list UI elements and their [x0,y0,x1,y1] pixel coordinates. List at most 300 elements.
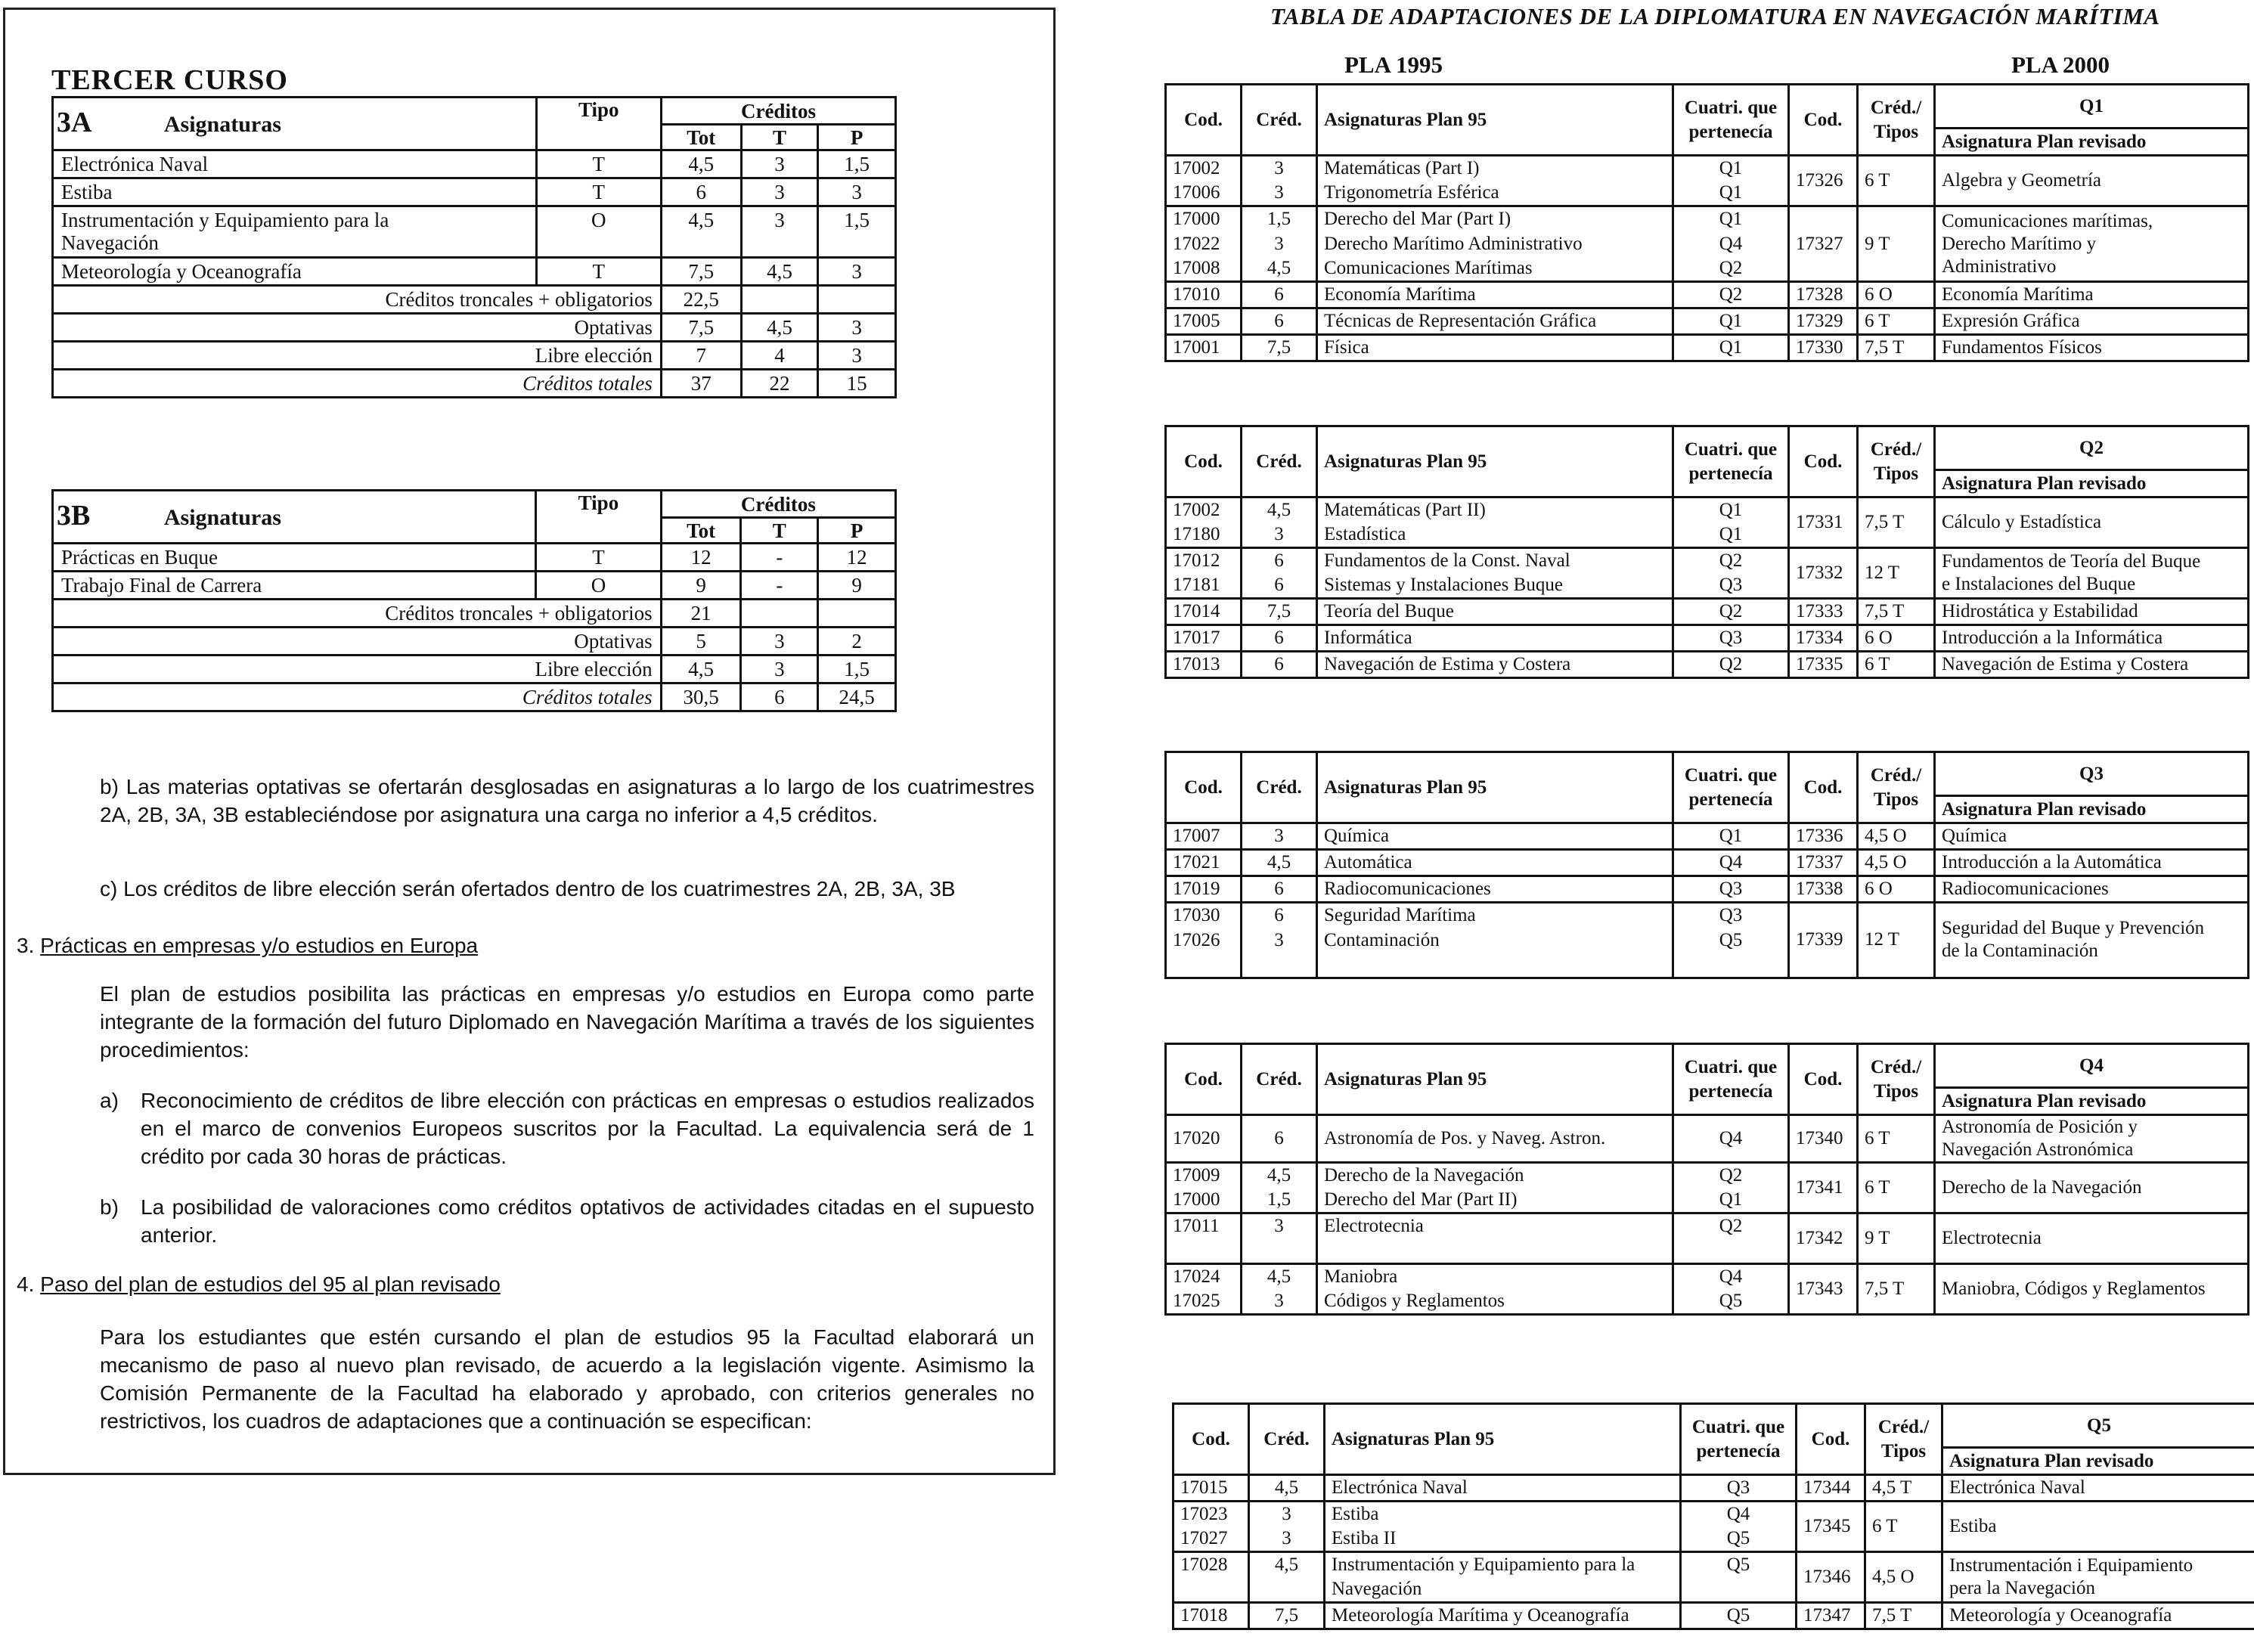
subject-95: Comunicaciones Marítimas [1317,256,1673,282]
adaptation-table-q5 [1172,1402,2254,1630]
table-row [1166,599,2249,625]
credits-95 [1242,1238,1317,1263]
credits-tot: 5 [661,628,741,656]
subject-95: Estadística [1317,522,1673,548]
quadrimester-label: Q1 [1935,85,2249,129]
code-2000: 17331 [1789,497,1858,548]
code-95: 17000 [1166,206,1242,232]
credits-type-2000: 6 T [1858,1163,1935,1213]
section-3-item-b: La posibilidad de valoraciones como créditos optativos de actividades citadas en el supuesto anterior. [141,1195,1034,1247]
credits-type-2000: 4,5 T [1865,1475,1942,1502]
subject-95: Navegación de Estima y Costera [1317,652,1673,678]
table-3b-creditos-header: Créditos [661,491,895,518]
summary-label: Optativas [53,628,662,656]
col-header-subject-95: Asignaturas Plan 95 [1325,1404,1681,1475]
table-3a-label: 3A [57,107,91,138]
quadrimester-95: Q2 [1673,548,1789,574]
credits-95: 4,5 [1242,1163,1317,1189]
code-95: 17006 [1166,181,1242,206]
section-4-number: 4. [17,1272,35,1296]
adaptation-table-q3 [1164,751,2249,979]
credits-p: 2 [818,628,896,656]
code-2000: 17336 [1789,823,1858,850]
col-header-subject-revised: Asignatura Plan revisado [1935,129,2249,156]
credits-p: 1,5 [818,656,896,683]
subject-revised [1935,206,2249,282]
col-header-cod: Cod. [1166,1044,1242,1115]
col-header-credtip-line1: Créd./ [1870,97,1922,118]
col-header-cuatri-line2: pertenecía [1688,1080,1773,1102]
subject-revised [1935,876,2249,903]
code-2000: 17339 [1789,903,1858,978]
subject-95: Derecho del Mar (Part II) [1317,1188,1673,1213]
credits-95: 3 [1249,1502,1325,1527]
code-2000: 17345 [1797,1502,1865,1552]
subject-revised [1942,1475,2254,1502]
subject-95: Técnicas de Representación Gráfica [1317,308,1673,335]
credits-type-2000: 6 T [1858,308,1935,335]
credits-95: 3 [1242,823,1317,850]
credits-95: 3 [1242,1213,1317,1239]
col-header-cred: Créd. [1242,752,1317,823]
col-header-credtip-line1: Créd./ [1877,1416,1930,1437]
subject-revised-line: Fundamentos de Teoría del Buque [1942,551,2201,572]
code-2000: 17340 [1789,1115,1858,1163]
subject-95: Trigonometría Esférica [1317,181,1673,206]
quadrimester-95: Q2 [1673,599,1789,625]
quadrimester-95: Q5 [1681,1526,1797,1552]
credits-95: 6 [1242,625,1317,652]
code-2000: 17337 [1789,850,1858,876]
summary-row [53,683,896,711]
quadrimester-95: Q2 [1673,1213,1789,1239]
code-95: 17009 [1166,1163,1242,1189]
subject-revised-line: Electrónica Naval [1949,1477,2085,1498]
credits-type-2000: 6 T [1858,156,1935,206]
credits-95 [1249,1577,1325,1603]
col-header-cuatri-line1: Cuatri. que [1684,764,1778,786]
subject-revised [1935,156,2249,206]
subject-revised [1935,625,2249,652]
credits-type-2000: 7,5 T [1858,599,1935,625]
summary-row [53,342,896,370]
summary-row [53,600,896,628]
table-row [53,544,896,572]
col-header-credtip-line1: Créd./ [1870,439,1922,460]
credits-p: 1,5 [818,150,896,178]
section-4-title: Paso del plan de estudios del 95 al plan revisado [40,1272,501,1296]
subject-revised-line: Navegación de Estima y Costera [1942,654,2189,674]
credits-type-2000: 7,5 T [1858,497,1935,548]
col-header-cuatri-line1: Cuatri. que [1691,1416,1785,1437]
table-3a-t-header: T [741,125,818,150]
subject-revised [1935,1163,2249,1213]
code-95: 17021 [1166,850,1242,876]
code-2000: 17326 [1789,156,1858,206]
credits-95: 6 [1242,308,1317,335]
code-95: 17027 [1174,1526,1249,1552]
credits-t: 4 [741,342,818,370]
quadrimester-95: Q4 [1673,1263,1789,1289]
quadrimester-95: Q3 [1673,903,1789,928]
code-2000: 17329 [1789,308,1858,335]
subject-95: Automática [1317,850,1673,876]
quadrimester-95: Q3 [1673,876,1789,903]
plan-2000-label: PLA 2000 [2011,51,2110,78]
col-header-cod: Cod. [1166,85,1242,156]
col-header-cod-2000: Cod. [1789,426,1858,497]
subject-revised [1935,599,2249,625]
credits-95: 6 [1242,652,1317,678]
quadrimester-95: Q4 [1673,850,1789,876]
credits-t: - [741,572,818,600]
subject-tipo: T [536,544,662,572]
col-header-subject-95: Asignaturas Plan 95 [1317,1044,1673,1115]
credits-t [741,286,818,314]
credits-tot: 12 [661,544,741,572]
subject-95: Navegación [1325,1577,1681,1603]
summary-label: Créditos troncales + obligatorios [53,286,662,314]
quadrimester-label: Q4 [1935,1044,2249,1088]
subject-95 [1317,1238,1673,1263]
adaptation-table-q4 [1164,1043,2249,1316]
credits-95: 6 [1242,876,1317,903]
subject-95: Fundamentos de la Const. Naval [1317,548,1673,574]
code-95: 17028 [1174,1552,1249,1578]
credits-95: 3 [1242,522,1317,548]
quadrimester-95 [1681,1577,1797,1603]
credits-95: 3 [1249,1526,1325,1552]
code-95: 17015 [1174,1475,1249,1502]
code-2000: 17333 [1789,599,1858,625]
credits-type-2000: 12 T [1858,548,1935,599]
col-header-subject-revised: Asignatura Plan revisado [1942,1448,2254,1475]
credits-t [741,600,818,628]
subject-revised-line: Administrativo [1942,256,2057,277]
quadrimester-95: Q4 [1681,1502,1797,1527]
col-header-cred-tipos [1858,426,1935,497]
col-header-cred: Créd. [1242,1044,1317,1115]
quadrimester-95: Q1 [1673,335,1789,361]
credits-type-2000: 6 T [1858,652,1935,678]
table-3b-subjects-header: Asignaturas [163,505,281,530]
table-3b [51,489,897,712]
quadrimester-95: Q3 [1673,625,1789,652]
section-3-intro: El plan de estudios posibilita las prácticas en empresas y/o estudios en Europa como parte integrante de la formación del futuro Diplomado en Navegación Marítima a través de los siguientes procedimientos: [100,982,1034,1062]
col-header-cuatri-line1: Cuatri. que [1684,439,1778,460]
quadrimester-95: Q5 [1673,928,1789,953]
code-95: 17012 [1166,548,1242,574]
subject-revised-line: Astronomía de Posición y [1942,1117,2138,1137]
code-95: 17005 [1166,308,1242,335]
credits-p: 3 [818,258,896,286]
subject-revised-line: Economía Marítima [1942,284,2094,305]
quadrimester-95: Q1 [1673,206,1789,232]
subject-name-line2: Navegación [61,231,159,254]
summary-row [53,286,896,314]
subject-tipo: T [536,258,661,286]
subject-revised-line: Expresión Gráfica [1942,311,2080,331]
credits-95: 6 [1242,1115,1317,1163]
table-3b-header [53,491,536,544]
subject-revised [1935,1115,2249,1163]
summary-row [53,656,896,683]
code-95: 17024 [1166,1263,1242,1289]
table-row [1166,206,2249,232]
subject-revised-line: pera la Navegación [1949,1578,2095,1598]
table-row [1166,1163,2249,1189]
subject-95: Electrónica Naval [1325,1475,1681,1502]
subject-revised [1935,652,2249,678]
adaptation-table-q1 [1164,83,2249,362]
subject-95: Derecho del Mar (Part I) [1317,206,1673,232]
code-95: 17019 [1166,876,1242,903]
code-2000: 17328 [1789,282,1858,308]
credits-95: 3 [1242,1289,1317,1315]
subject-name: Meteorología y Oceanografía [53,258,537,286]
table-row [53,206,896,258]
subject-revised-line: Hidrostática y Estabilidad [1942,601,2138,621]
credits-type-2000: 4,5 O [1858,823,1935,850]
subject-95 [1317,953,1673,978]
col-header-cuatri-line2: pertenecía [1688,463,1773,484]
col-header-subject-95: Asignaturas Plan 95 [1317,85,1673,156]
credits-type-2000: 4,5 O [1865,1552,1942,1603]
credits-tot: 37 [661,370,741,398]
col-header-cred-tipos [1858,752,1935,823]
credits-t: 3 [741,628,818,656]
credits-type-2000: 7,5 T [1858,335,1935,361]
credits-tot: 7,5 [661,258,741,286]
subject-revised-line: Navegación Astronómica [1942,1139,2134,1160]
subject-revised [1935,335,2249,361]
subject-95: Economía Marítima [1317,282,1673,308]
subject-revised-line: Electrotecnia [1942,1227,2042,1248]
col-header-subject-revised: Asignatura Plan revisado [1935,1088,2249,1115]
subject-name: Electrónica Naval [53,150,537,178]
code-95: 17000 [1166,1188,1242,1213]
credits-tot: 7,5 [661,314,741,342]
table-row [1166,876,2249,903]
quadrimester-95 [1673,953,1789,978]
col-header-cod: Cod. [1166,752,1242,823]
credits-t: 3 [741,150,818,178]
section-3-title: Prácticas en empresas y/o estudios en Europa [40,934,479,957]
table-3b-p-header: P [818,518,896,544]
credits-tot: 9 [661,572,741,600]
col-header-cod: Cod. [1166,426,1242,497]
code-2000: 17332 [1789,548,1858,599]
subject-95: Teoría del Buque [1317,599,1673,625]
subject-95: Electrotecnia [1317,1213,1673,1239]
col-header-cod-2000: Cod. [1789,1044,1858,1115]
credits-type-2000: 6 T [1858,1115,1935,1163]
table-3a [51,96,897,398]
col-header-cuatri [1681,1404,1797,1475]
table-row [1174,1502,2254,1527]
subject-95: Astronomía de Pos. y Naveg. Astron. [1317,1115,1673,1163]
col-header-credtip-line2: Tipos [1873,121,1919,142]
credits-p: 9 [818,572,896,600]
col-header-subject-95: Asignaturas Plan 95 [1317,426,1673,497]
subject-95: Contaminación [1317,928,1673,953]
col-header-cuatri-line2: pertenecía [1696,1440,1781,1461]
quadrimester-95: Q4 [1673,231,1789,256]
subject-name [53,206,537,258]
code-2000: 17342 [1789,1213,1858,1264]
col-header-cuatri-line2: pertenecía [1688,121,1773,142]
credits-tot: 21 [661,600,741,628]
quadrimester-95: Q1 [1673,522,1789,548]
subject-revised-line: Comunicaciones marítimas, [1942,210,2153,231]
credits-type-2000: 6 O [1858,282,1935,308]
credits-95: 4,5 [1249,1552,1325,1578]
credits-type-2000: 6 O [1858,625,1935,652]
subject-revised-line: Radiocomunicaciones [1942,879,2109,899]
credits-tot: 22,5 [661,286,741,314]
col-header-credtip-line2: Tipos [1873,1080,1919,1102]
table-row [1166,335,2249,361]
table-row [1166,903,2249,928]
quadrimester-95: Q4 [1673,1115,1789,1163]
credits-95 [1242,953,1317,978]
col-header-credtip-line2: Tipos [1873,463,1919,484]
code-2000: 17334 [1789,625,1858,652]
col-header-credtip-line1: Créd./ [1870,764,1922,786]
credits-p [818,600,896,628]
subject-revised [1935,1213,2249,1264]
credits-p: 15 [818,370,896,398]
subject-tipo: T [536,150,661,178]
subject-95: Sistemas y Instalaciones Buque [1317,573,1673,599]
adaptation-table-q2 [1164,425,2249,679]
credits-95: 4,5 [1242,1263,1317,1289]
col-header-cuatri-line2: pertenecía [1688,789,1773,810]
credits-95: 4,5 [1242,850,1317,876]
table-3a-header [53,98,537,150]
section-3-number: 3. [17,934,35,957]
credits-95: 4,5 [1242,497,1317,523]
credits-p: 24,5 [818,683,896,711]
table-3a-creditos-header: Créditos [661,98,895,125]
subject-name: Prácticas en Buque [53,544,536,572]
col-header-credtip-line2: Tipos [1880,1440,1927,1461]
table-row [1166,1115,2249,1163]
subject-revised-line: Maniobra, Códigos y Reglamentos [1942,1278,2206,1299]
table-row [1174,1475,2254,1502]
subject-revised-line: Derecho Marítimo y [1942,233,2097,254]
code-95: 17018 [1174,1603,1249,1629]
quadrimester-95: Q5 [1673,1289,1789,1315]
code-2000: 17330 [1789,335,1858,361]
subject-95: Radiocomunicaciones [1317,876,1673,903]
quadrimester-95: Q1 [1673,156,1789,181]
credits-95: 6 [1242,548,1317,574]
table-row [1166,1213,2249,1239]
code-95: 17002 [1166,497,1242,523]
adaptation-title: TABLA DE ADAPTACIONES DE LA DIPLOMATURA EN NAVEGACIÓN MARÍTIMA [1270,3,2160,29]
table-row [53,572,896,600]
quadrimester-label: Q5 [1942,1404,2254,1448]
quadrimester-95: Q3 [1673,573,1789,599]
subject-revised-line: Introducción a la Informática [1942,628,2163,648]
credits-type-2000: 12 T [1858,903,1935,978]
paragraph-b: b) Las materias optativas se ofertarán desglosadas en asignaturas a lo largo de los cuatrimestres 2A, 2B, 3A, 3B estableciéndose por asignatura una carga no inferior a 4,5 créditos. [100,775,1034,826]
subject-revised-line: Meteorología y Oceanografía [1949,1605,2172,1626]
credits-p: 1,5 [818,206,896,258]
summary-row [53,370,896,398]
credits-95: 7,5 [1242,335,1317,361]
credits-95: 4,5 [1249,1475,1325,1502]
table-3b-tipo-header: Tipo [536,491,662,544]
credits-p: 3 [818,342,896,370]
subject-revised-line: de la Contaminación [1942,941,2098,962]
col-header-cuatri [1673,752,1789,823]
subject-name: Trabajo Final de Carrera [53,572,536,600]
subject-95: Derecho Marítimo Administrativo [1317,231,1673,256]
table-row [1166,850,2249,876]
code-95 [1166,1238,1242,1263]
credits-95: 3 [1242,156,1317,181]
section-3-item-a: Reconocimiento de créditos de libre elección con prácticas en empresas o estudios realizados en el marco de convenios Europeos suscritos por la Facultad. La equivalencia será de 1 crédito por cada 30 horas de prácticas. [141,1089,1034,1168]
code-95: 17026 [1166,928,1242,953]
code-2000: 17347 [1797,1603,1865,1629]
table-row [1166,308,2249,335]
subject-revised-line: e Instalaciones del Buque [1942,574,2136,594]
code-95: 17023 [1174,1502,1249,1527]
credits-tot: 6 [661,178,741,206]
credits-t: - [741,544,818,572]
credits-95: 3 [1242,928,1317,953]
quadrimester-95: Q5 [1681,1603,1797,1629]
table-3b-t-header: T [741,518,818,544]
table-3b-tot-header: Tot [661,518,741,544]
subject-95: Estiba II [1325,1526,1681,1552]
subject-tipo: T [536,178,661,206]
table-row [1166,823,2249,850]
quadrimester-label: Q2 [1935,426,2249,470]
subject-95: Física [1317,335,1673,361]
credits-95: 3 [1242,231,1317,256]
code-2000: 17343 [1789,1263,1858,1314]
table-row [1166,282,2249,308]
section-4-heading [17,1270,501,1298]
table-3a-tot-header: Tot [661,125,741,150]
subject-revised [1942,1603,2254,1629]
credits-95: 6 [1242,282,1317,308]
code-95 [1166,953,1242,978]
subject-revised-line: Derecho de la Navegación [1942,1177,2142,1198]
credits-t: 3 [741,178,818,206]
quadrimester-95 [1673,1238,1789,1263]
summary-label: Créditos totales [53,683,662,711]
subject-revised-line: Instrumentación i Equipamiento [1949,1555,2194,1576]
quadrimester-95: Q2 [1673,282,1789,308]
credits-t: 22 [741,370,818,398]
summary-row [53,314,896,342]
subject-name: Estiba [53,178,537,206]
subject-95: Estiba [1325,1502,1681,1527]
section-4-text: Para los estudiantes que estén cursando el plan de estudios 95 la Facultad elaborará un mecanismo de paso al nuevo plan revisado, de acuerdo a la legislación vigente. Asimismo la Comisión Permanente de la Facultad ha elaborado y aprobado, con criterios generales no restrictivos, los cuadros de adaptaciones que a continuación se especifican: [100,1325,1034,1433]
code-95: 17030 [1166,903,1242,928]
summary-row [53,628,896,656]
summary-label: Libre elección [53,656,662,683]
credits-type-2000: 9 T [1858,206,1935,282]
col-header-cred-tipos [1858,85,1935,156]
code-95: 17181 [1166,573,1242,599]
subject-revised-line: Algebra y Geometría [1942,170,2102,191]
table-row [1166,1263,2249,1289]
